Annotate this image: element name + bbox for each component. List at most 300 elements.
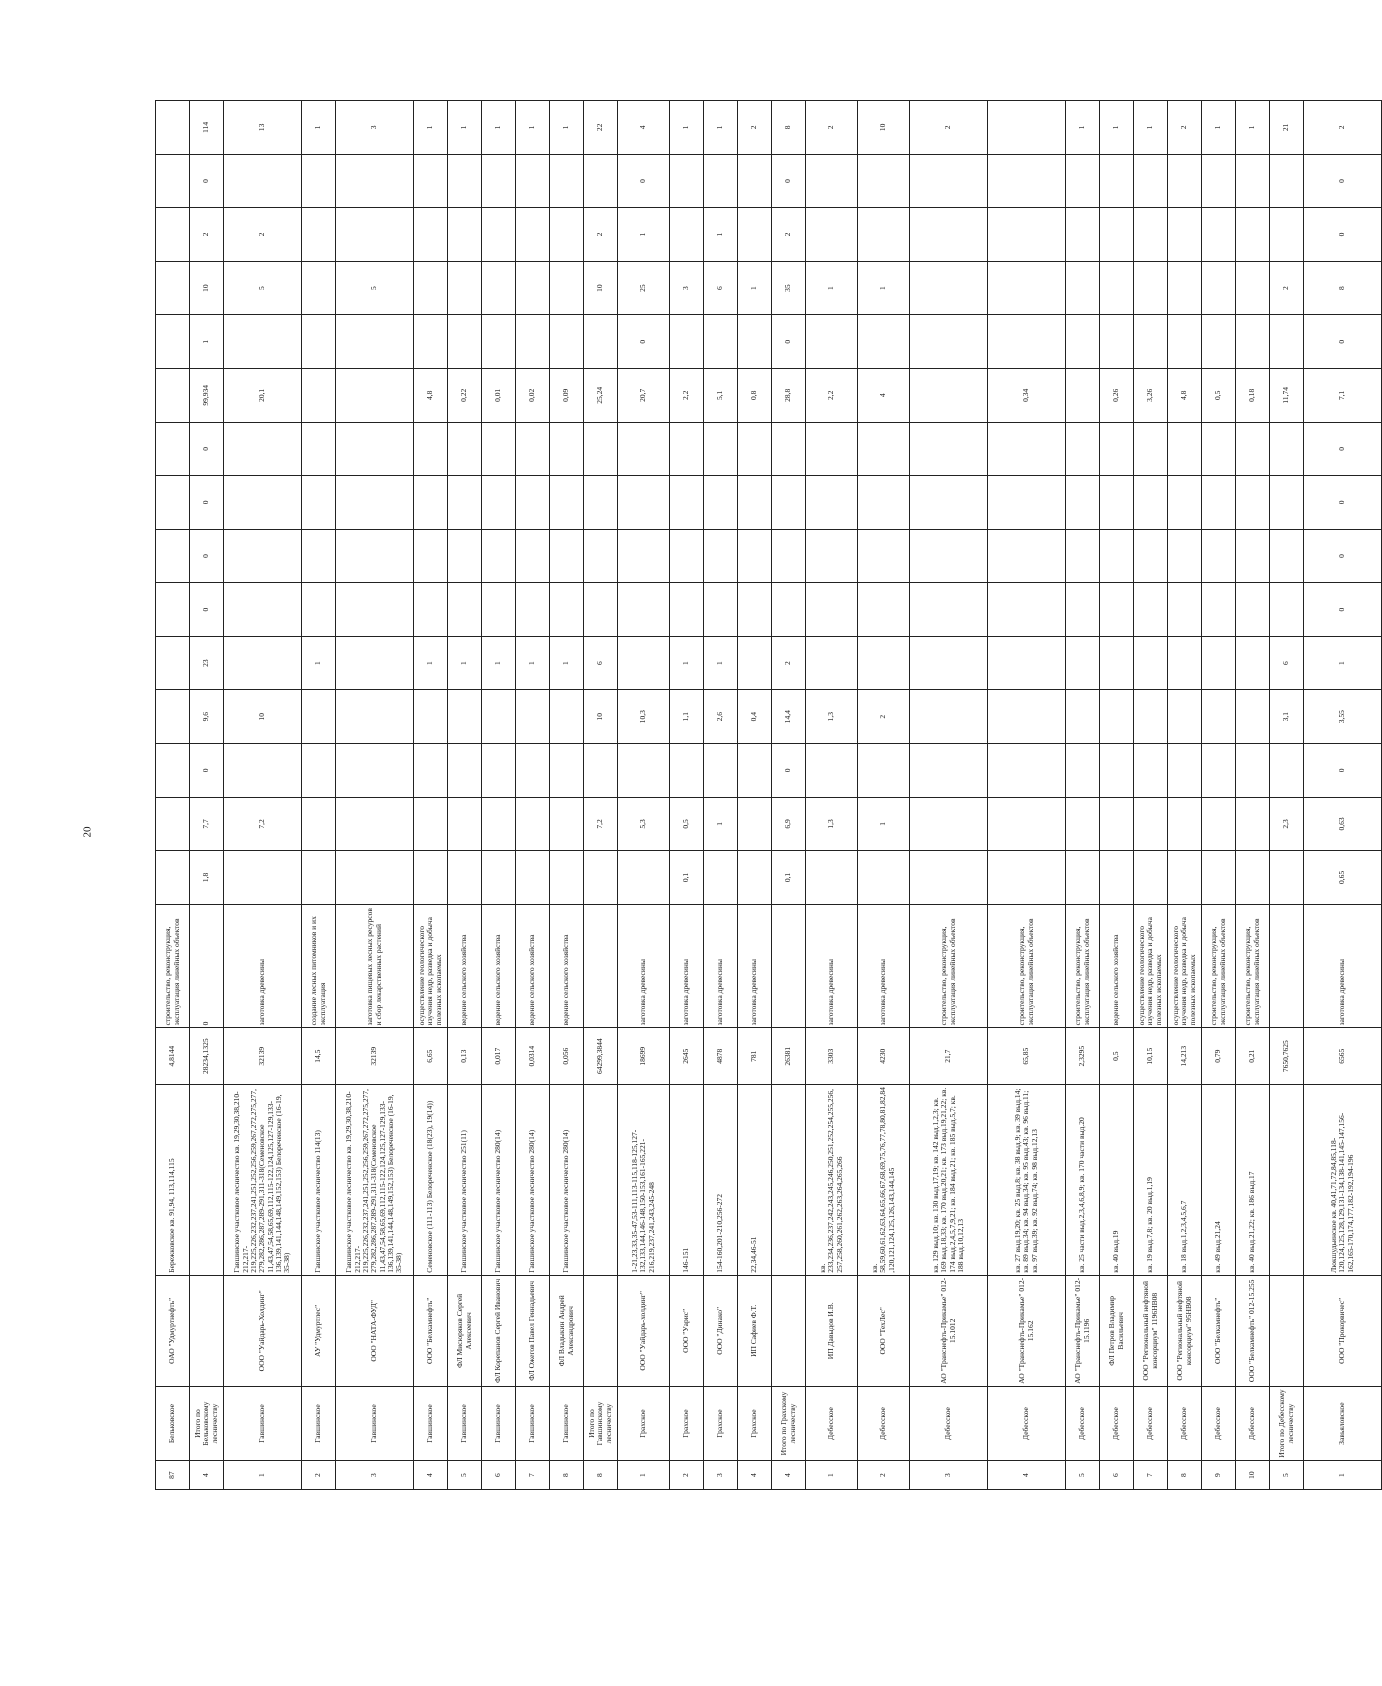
cell-value-c1 [584,851,618,905]
cell-row-number: 2 [670,1461,704,1490]
cell-value-c2: 6,9 [772,797,806,851]
cell-value-c7 [584,529,618,583]
cell-value-c12 [1100,261,1134,315]
cell-value-c1 [516,851,550,905]
cell-quarters: кв. 129 выд.10; кв. 130 выд.17,19; кв. 142 выд.1,2,3; кв. 169 выд.18,33; кв. 170 выд.20,21; кв. 173 выд.19,21,22; кв. 174 выд.2,4,5,7,9,21; кв. 184 выд.21; кв. 185 выд.5,7; кв. 188 выд.10,12,13 [910,1085,988,1276]
cell-row-number: 1 [1304,1461,1382,1490]
cell-value-c12: 25 [618,261,670,315]
cell-value-c9 [1202,422,1236,476]
cell-row-number: 87 [156,1461,190,1490]
cell-value-c14 [704,154,738,208]
cell-value-c11: 1 [190,315,224,369]
cell-value-c11 [336,315,414,369]
cell-area: 6565 [1304,1028,1382,1085]
cell-value-c3 [550,744,584,798]
table-row [448,101,482,1490]
cell-value-c7 [550,529,584,583]
table-row [414,101,448,1490]
cell-area: 32139 [224,1028,302,1085]
cell-value-c2 [302,797,336,851]
cell-value-c2 [448,797,482,851]
cell-value-c13 [738,208,772,262]
cell-value-c9 [738,422,772,476]
cell-value-c2 [156,797,190,851]
cell-use-purpose: 0 [190,904,224,1028]
cell-value-c9 [1236,422,1270,476]
cell-row-number: 1 [618,1461,670,1490]
cell-value-c6 [1202,583,1236,637]
cell-value-c7 [1168,529,1202,583]
cell-value-c2 [1202,797,1236,851]
cell-value-c5: 2 [772,636,806,690]
cell-value-c11 [806,315,858,369]
cell-value-c5: 1 [448,636,482,690]
cell-value-c11 [704,315,738,369]
cell-area: 2,3295 [1066,1028,1100,1085]
cell-area: 0,5 [1100,1028,1134,1085]
cell-value-c7 [1066,529,1100,583]
cell-value-c13: 1 [618,208,670,262]
cell-value-c11 [1134,315,1168,369]
cell-value-c12 [1066,261,1100,315]
cell-value-c3 [738,744,772,798]
cell-use-purpose: ведение сельского хозяйства [1100,904,1134,1028]
cell-value-c4 [1168,690,1202,744]
cell-value-c4 [414,690,448,744]
cell-value-c4: 14,4 [772,690,806,744]
cell-value-c11 [1100,315,1134,369]
cell-quarters: Люкшудьинское кв. 40,41,71,72,84,85,118-120,124,125,128,129,131-134,138-141,145-147,156-162,165-170,174,177,182-192,194-196 [1304,1085,1382,1276]
cell-value-c5: 1 [670,636,704,690]
table-row [806,101,858,1490]
cell-organization: АУ "Удмуртлес" [302,1275,336,1386]
cell-value-c13: 1 [704,208,738,262]
cell-forestry-name: Завьяловское [1304,1386,1382,1460]
cell-quarters: кв. 27 выд.19,20; кв. 25 выд.8; кв. 38 выд.9; кв. 39 выд.14; кв. 89 выд.34; кв. 94 выд.34; кв. 95 выд.43; кв. 96 выд.11; кв. 97 выд.39; кв. 92 выд.74; кв. 98 выд.12,13 [988,1085,1066,1276]
cell-value-c3 [1168,744,1202,798]
cell-use-purpose: ведение сельского хозяйства [550,904,584,1028]
cell-value-c14: 0 [190,154,224,208]
cell-value-c13 [516,208,550,262]
cell-value-c15: 1 [1066,101,1100,155]
cell-value-c13 [1168,208,1202,262]
cell-organization: ФЛ Мисюряков Сергей Алексеевич [448,1275,482,1386]
cell-organization: ООО "Региональный нефтяной консорциум" 1196НВ08 [1134,1275,1168,1386]
cell-value-c6 [1168,583,1202,637]
cell-value-c11 [1236,315,1270,369]
cell-value-c1 [738,851,772,905]
cell-value-c5: 1 [482,636,516,690]
cell-row-number: 9 [1202,1461,1236,1490]
cell-use-purpose: осуществление геологического изучения недр, разведка и добыча полезных ископаемых [1134,904,1168,1028]
cell-forestry-name: Итого по Бельковскому лесничеству [190,1386,224,1460]
cell-forestry-name: Гавшинское [414,1386,448,1460]
cell-value-c5 [224,636,302,690]
cell-value-c6 [156,583,190,637]
cell-area: 65,85 [988,1028,1066,1085]
cell-value-c9 [584,422,618,476]
cell-forestry-name: Дебесское [988,1386,1066,1460]
cell-value-c14 [806,154,858,208]
cell-value-c14 [1270,154,1304,208]
cell-row-number: 1 [806,1461,858,1490]
cell-value-c13 [670,208,704,262]
cell-use-purpose: строительство, реконструкция, эксплуатация линейных объектов [1202,904,1236,1028]
cell-value-c12 [482,261,516,315]
cell-value-c13 [302,208,336,262]
cell-value-c12: 35 [772,261,806,315]
cell-value-c6 [550,583,584,637]
cell-area: 0,017 [482,1028,516,1085]
cell-value-c2 [1236,797,1270,851]
cell-value-c11 [1066,315,1100,369]
cell-quarters: Гавшинское участковое лесничество кв. 19,29,30,38,210-212,217-219,225,226,232,237,241,251,252,256,259,267,272,275,277,279,282,286,287,289-291,311-318(Семеновское 11,43,47,54,58,65,69,112,115-122,124,125,127-129,133-136,139,141,144,148,149,152,153) Белореченское (16-19, 35-38) [336,1085,414,1276]
cell-value-c5 [156,636,190,690]
cell-organization: ИП Давыдов И.В. [806,1275,858,1386]
table-row [1270,101,1304,1490]
cell-value-c4 [156,690,190,744]
cell-value-c2 [1100,797,1134,851]
cell-value-c14 [670,154,704,208]
cell-value-c10: 0,26 [1100,368,1134,422]
cell-value-c14 [858,154,910,208]
cell-value-c3 [1100,744,1134,798]
cell-area: 0,0314 [516,1028,550,1085]
cell-value-c8 [336,476,414,530]
cell-value-c12 [516,261,550,315]
cell-value-c13 [414,208,448,262]
cell-value-c9 [516,422,550,476]
cell-value-c8 [806,476,858,530]
cell-value-c13 [1270,208,1304,262]
cell-value-c9 [448,422,482,476]
cell-value-c5 [1168,636,1202,690]
cell-value-c13: 2 [772,208,806,262]
cell-quarters [190,1085,224,1276]
cell-row-number: 10 [1236,1461,1270,1490]
cell-value-c10 [302,368,336,422]
cell-value-c4 [482,690,516,744]
cell-value-c9 [482,422,516,476]
cell-value-c9: 0 [1304,422,1382,476]
cell-value-c1 [1168,851,1202,905]
cell-value-c13: 2 [584,208,618,262]
cell-value-c11 [1270,315,1304,369]
cell-forestry-name: Гавшинское [302,1386,336,1460]
cell-use-purpose: ведение сельского хозяйства [448,904,482,1028]
cell-value-c4 [516,690,550,744]
cell-value-c3 [156,744,190,798]
cell-value-c14 [448,154,482,208]
cell-quarters [1270,1085,1304,1276]
cell-use-purpose: заготовка древесины [670,904,704,1028]
cell-value-c10: 20,7 [618,368,670,422]
cell-value-c11 [482,315,516,369]
cell-quarters: кв. 18 выд.1,2,3,4,5,6,7 [1168,1085,1202,1276]
cell-value-c15: 2 [910,101,988,155]
cell-area: 6,65 [414,1028,448,1085]
cell-value-c3 [336,744,414,798]
cell-value-c3 [806,744,858,798]
cell-value-c1 [1270,851,1304,905]
cell-value-c15 [988,101,1066,155]
cell-value-c9 [1134,422,1168,476]
cell-value-c4 [448,690,482,744]
cell-value-c5 [1066,636,1100,690]
cell-row-number: 4 [772,1461,806,1490]
cell-value-c3 [516,744,550,798]
cell-forestry-name: Грахское [618,1386,670,1460]
cell-value-c7 [1236,529,1270,583]
cell-value-c2 [910,797,988,851]
cell-use-purpose: заготовка древесины [618,904,670,1028]
cell-value-c11 [550,315,584,369]
cell-organization: ФЛ Корепанов Сергей Иванович [482,1275,516,1386]
cell-organization: ФЛ Владыкин Андрей Александрович [550,1275,584,1386]
cell-value-c7 [1202,529,1236,583]
cell-value-c1 [550,851,584,905]
cell-value-c5: 1 [414,636,448,690]
cell-value-c12: 1 [738,261,772,315]
cell-value-c14 [1066,154,1100,208]
cell-value-c6 [336,583,414,637]
cell-value-c4: 2,6 [704,690,738,744]
cell-forestry-name: Грахское [670,1386,704,1460]
cell-row-number: 8 [1168,1461,1202,1490]
cell-value-c9 [302,422,336,476]
cell-value-c10: 0,02 [516,368,550,422]
cell-value-c9 [806,422,858,476]
table-row [156,101,190,1490]
forest-use-table [155,100,1382,1490]
cell-quarters: Гавшинское участковое лесничество 280(14) [482,1085,516,1276]
cell-value-c6 [1270,583,1304,637]
cell-value-c7 [858,529,910,583]
cell-value-c14 [482,154,516,208]
cell-area: 4230 [858,1028,910,1085]
cell-value-c14 [1134,154,1168,208]
cell-area: 18699 [618,1028,670,1085]
cell-value-c14: 0 [618,154,670,208]
cell-value-c7 [1100,529,1134,583]
cell-area: 3303 [806,1028,858,1085]
cell-value-c6 [1134,583,1168,637]
cell-value-c6 [806,583,858,637]
cell-row-number: 2 [858,1461,910,1490]
cell-value-c12 [1134,261,1168,315]
cell-quarters: кв. 58,59,60,61,62,63,64,65,66,67,68,69,75,76,77,78,80,81,82,84,120,121,124,125,126,143,144,145 [858,1085,910,1276]
cell-value-c6 [1066,583,1100,637]
cell-value-c11 [156,315,190,369]
cell-organization: ФЛ Ожегов Павел Геннадьевич [516,1275,550,1386]
cell-value-c6 [618,583,670,637]
cell-value-c7 [618,529,670,583]
cell-value-c10: 0,18 [1236,368,1270,422]
cell-forestry-name: Дебесское [1100,1386,1134,1460]
cell-use-purpose [584,904,618,1028]
cell-value-c8: 0 [1304,476,1382,530]
cell-forestry-name: Дебесское [806,1386,858,1460]
cell-value-c15: 1 [550,101,584,155]
cell-value-c1 [482,851,516,905]
cell-value-c6 [670,583,704,637]
cell-area: 10,15 [1134,1028,1168,1085]
cell-value-c11: 0 [1304,315,1382,369]
cell-value-c3 [302,744,336,798]
cell-value-c14: 0 [772,154,806,208]
cell-value-c1: 0,65 [1304,851,1382,905]
cell-value-c15: 2 [1304,101,1382,155]
cell-organization: ООО "Уайдарь-Холдинг" [224,1275,302,1386]
cell-value-c13 [550,208,584,262]
cell-organization: ООО "Прокорвичес" [1304,1275,1382,1386]
cell-value-c5 [1100,636,1134,690]
cell-value-c10: 7,1 [1304,368,1382,422]
cell-use-purpose: заготовка древесины [806,904,858,1028]
cell-value-c9 [1270,422,1304,476]
cell-forestry-name: Гавшинское [224,1386,302,1460]
cell-value-c1 [1134,851,1168,905]
cell-value-c8 [858,476,910,530]
cell-forestry-name: Гавшинское [448,1386,482,1460]
cell-quarters: кв. 25 части выд.2,3,4,6,8,9; кв. 170 части выд.20 [1066,1085,1100,1276]
cell-value-c12 [910,261,988,315]
cell-row-number: 4 [190,1461,224,1490]
cell-value-c15: 1 [414,101,448,155]
rotated-table-area [155,100,1355,1490]
cell-value-c5: 1 [550,636,584,690]
cell-value-c10: 99,934 [190,368,224,422]
cell-value-c8 [156,476,190,530]
cell-use-purpose: заготовка древесины [738,904,772,1028]
cell-value-c7 [988,529,1066,583]
cell-value-c11 [738,315,772,369]
cell-value-c11 [858,315,910,369]
cell-value-c7 [670,529,704,583]
cell-value-c6 [414,583,448,637]
cell-value-c5 [618,636,670,690]
cell-value-c15: 3 [336,101,414,155]
cell-value-c12 [1202,261,1236,315]
cell-quarters: Гавшинское участковое лесничество 280(14) [516,1085,550,1276]
cell-value-c7: 0 [190,529,224,583]
cell-value-c8 [704,476,738,530]
cell-value-c13 [806,208,858,262]
cell-value-c6 [584,583,618,637]
cell-value-c8 [772,476,806,530]
cell-value-c12: 1 [806,261,858,315]
cell-value-c4 [1100,690,1134,744]
cell-value-c9 [1100,422,1134,476]
cell-row-number: 3 [704,1461,738,1490]
cell-quarters [772,1085,806,1276]
cell-organization: АО "Транснефть-Прикамье" 012-15.162 [988,1275,1066,1386]
table-row [584,101,618,1490]
cell-value-c9 [414,422,448,476]
cell-value-c1: 0,1 [670,851,704,905]
cell-area: 0,21 [1236,1028,1270,1085]
cell-quarters: 146-151 [670,1085,704,1276]
cell-area: 32139 [336,1028,414,1085]
cell-value-c8 [1168,476,1202,530]
cell-use-purpose [772,904,806,1028]
cell-value-c9 [156,422,190,476]
cell-value-c2 [1134,797,1168,851]
cell-value-c12 [414,261,448,315]
cell-value-c3 [1236,744,1270,798]
cell-value-c8 [1066,476,1100,530]
cell-organization: ООО "Региональный нефтяной консорциум" 95НВ08 [1168,1275,1202,1386]
cell-organization: АО "Транснефть-Прикамье" 012-15.1012 [910,1275,988,1386]
cell-value-c10: 4 [858,368,910,422]
cell-value-c8 [910,476,988,530]
cell-value-c9 [910,422,988,476]
cell-value-c13 [336,208,414,262]
cell-use-purpose: создание лесных питомников и их эксплуатация [302,904,336,1028]
cell-quarters: 1-21,23,33,35-47,53-111,113-115,118-125,127-132,133,144,146-148,150-153,161-165,221-216,219,237,241,243,245-248 [618,1085,670,1276]
cell-value-c10: 11,74 [1270,368,1304,422]
cell-area: 4,8144 [156,1028,190,1085]
cell-quarters: Гавшинское участковое лесничество 280(14) [550,1085,584,1276]
cell-value-c12: 5 [224,261,302,315]
cell-value-c13 [858,208,910,262]
cell-value-c9 [704,422,738,476]
cell-value-c11 [414,315,448,369]
cell-value-c9 [988,422,1066,476]
cell-value-c2 [1168,797,1202,851]
cell-value-c10: 0,5 [1202,368,1236,422]
cell-value-c1 [1202,851,1236,905]
cell-value-c7 [302,529,336,583]
cell-value-c2: 7,2 [224,797,302,851]
cell-value-c13 [1066,208,1100,262]
table-row [910,101,988,1490]
cell-value-c12: 6 [704,261,738,315]
cell-value-c13 [448,208,482,262]
cell-value-c14 [988,154,1066,208]
cell-value-c14 [910,154,988,208]
cell-area: 26381 [772,1028,806,1085]
cell-value-c8 [550,476,584,530]
table-row [988,101,1066,1490]
cell-value-c8 [584,476,618,530]
cell-value-c12 [448,261,482,315]
cell-value-c8 [482,476,516,530]
cell-value-c2 [550,797,584,851]
cell-value-c2: 7,7 [190,797,224,851]
cell-value-c3 [858,744,910,798]
cell-organization: ФЛ Петров Владимир Васильевич [1100,1275,1134,1386]
cell-value-c7: 0 [1304,529,1382,583]
cell-value-c7 [448,529,482,583]
cell-value-c13 [1236,208,1270,262]
cell-value-c11: 0 [772,315,806,369]
cell-value-c7 [156,529,190,583]
cell-value-c14 [1100,154,1134,208]
cell-organization: ООО "Уайдарь-холдинг" [618,1275,670,1386]
cell-row-number: 6 [482,1461,516,1490]
cell-organization: ООО "Белкамнефть" 012-15.255 [1236,1275,1270,1386]
cell-use-purpose: ведение сельского хозяйства [516,904,550,1028]
cell-value-c9 [1066,422,1100,476]
cell-value-c2 [336,797,414,851]
cell-value-c5: 1 [704,636,738,690]
cell-value-c8 [1202,476,1236,530]
cell-value-c11 [516,315,550,369]
cell-forestry-name: Дебесское [1202,1386,1236,1460]
cell-row-number: 4 [738,1461,772,1490]
cell-value-c13 [1100,208,1134,262]
